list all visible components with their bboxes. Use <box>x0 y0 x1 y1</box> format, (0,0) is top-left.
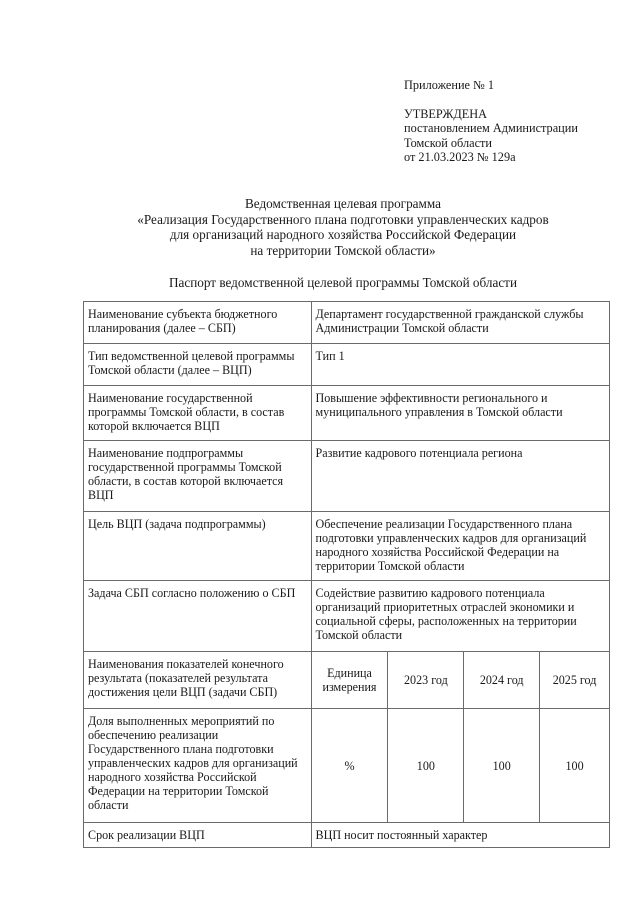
indicator-value-2023: 100 <box>388 709 464 823</box>
table-row <box>84 581 610 652</box>
approval-line-2: Томской области <box>404 135 492 150</box>
year-header-2024: 2024 год <box>464 652 540 709</box>
title-line-3: для организаций народного хозяйства Российской Федерации <box>169 227 517 242</box>
row-value: Развитие кадрового потенциала региона <box>311 441 609 512</box>
title-line-2: «Реализация Государственного плана подготовки управленческих кадров <box>137 211 549 227</box>
row-value: Содействие развитию кадрового потенциала организаций приоритетных отраслей экономики и социальной сферы, расположенных на территории Томской области <box>311 581 609 652</box>
indicator-row <box>84 709 610 823</box>
year-header-2023: 2023 год <box>388 652 464 709</box>
indicator-value-2025: 100 <box>540 709 610 823</box>
indicators-header-row <box>84 652 610 709</box>
row-value: Повышение эффективности регионального и муниципального управления в Томской области <box>311 386 609 441</box>
row-label: Наименование подпрограммы государственной программы Томской области, в состав которой включается ВЦП <box>84 441 312 512</box>
approval-line-3: от 21.03.2023 № 129а <box>404 150 516 165</box>
table-row <box>84 823 610 848</box>
table-row <box>84 344 610 386</box>
row-label: Наименование субъекта бюджетного планирования (далее – СБП) <box>84 302 312 344</box>
term-value: ВЦП носит постоянный характер <box>311 823 609 848</box>
approval-line-1: постановлением Администрации <box>404 121 578 136</box>
indicator-label: Доля выполненных мероприятий по обеспечению реализации Государственного плана подготовки управленческих кадров для организаций народного хозяйства Российской Федерации на территории Томской области <box>84 709 312 823</box>
title-line-4: на территории Томской области» <box>250 242 436 258</box>
row-label: Наименование государственной программы Томской области, в состав которой включается ВЦП <box>84 386 312 441</box>
appendix-number: Приложение № 1 <box>404 78 495 92</box>
indicator-unit: % <box>311 709 388 823</box>
approval-block <box>404 78 578 165</box>
indicator-value-2024: 100 <box>464 709 540 823</box>
term-label: Срок реализации ВЦП <box>84 823 312 848</box>
row-label: Тип ведомственной целевой программы Томской области (далее – ВЦП) <box>84 344 312 386</box>
row-label: Задача СБП согласно положению о СБП <box>84 581 312 652</box>
year-header-2025: 2025 год <box>540 652 610 709</box>
table-row <box>84 441 610 512</box>
passport-table <box>83 301 610 848</box>
table-row <box>84 512 610 581</box>
approved-label: УТВЕРЖДЕНА <box>404 106 488 121</box>
table-row <box>84 386 610 441</box>
unit-header: Единица измерения <box>311 652 388 709</box>
row-value: Обеспечение реализации Государственного плана подготовки управленческих кадров для организаций народного хозяйства Российской Федерации на территории Томской области <box>311 512 609 581</box>
title-line-1: Ведомственная целевая программа <box>245 196 441 211</box>
row-value: Департамент государственной гражданской службы Администрации Томской области <box>311 302 609 344</box>
document-title <box>80 196 606 258</box>
row-label: Цель ВЦП (задача подпрограммы) <box>84 512 312 581</box>
table-row <box>84 302 610 344</box>
passport-title: Паспорт ведомственной целевой программы Томской области <box>168 275 518 290</box>
indicators-label: Наименования показателей конечного результата (показателей результата достижения цели ВЦП (задачи СБП) <box>84 652 312 709</box>
row-value: Тип 1 <box>311 344 609 386</box>
